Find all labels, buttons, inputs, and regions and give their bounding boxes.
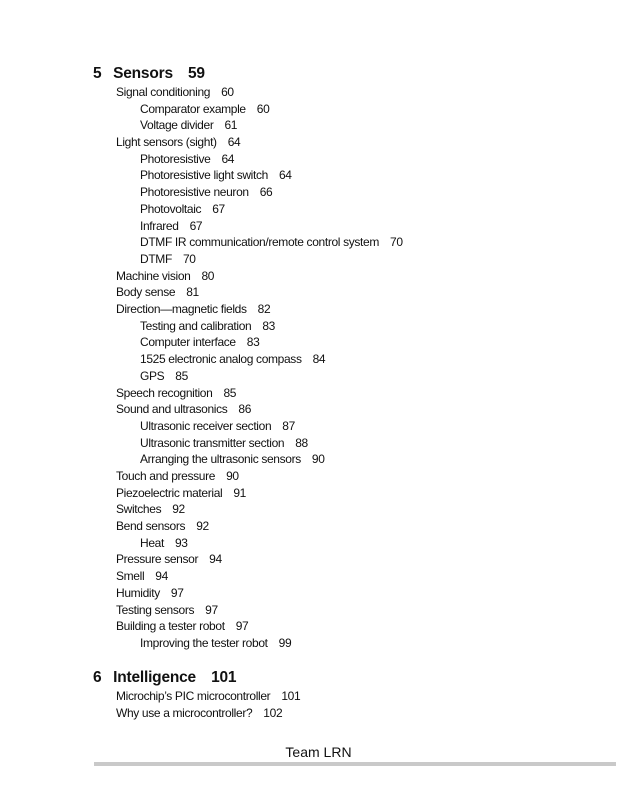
toc-subentry: Voltage divider 61: [140, 118, 238, 132]
footer-divider: [94, 762, 616, 766]
chapter-page: 101: [211, 669, 237, 686]
toc-entry: Speech recognition 85: [116, 386, 237, 400]
toc-entry: Light sensors (sight) 64: [116, 135, 241, 149]
toc-entry: Building a tester robot 97: [116, 619, 249, 633]
toc-subentry: Improving the tester robot 99: [140, 636, 292, 650]
toc-entry: Why use a microcontroller? 102: [116, 706, 283, 720]
toc-entry: Machine vision 80: [116, 269, 215, 283]
footer-text: Team LRN: [285, 744, 352, 760]
toc-subentry: Heat 93: [140, 536, 188, 550]
toc-entry: Direction—magnetic fields 82: [116, 302, 271, 316]
chapter-page: 59: [188, 65, 205, 82]
toc-subentry: Arranging the ultrasonic sensors 90: [140, 452, 325, 466]
toc-subentry: Infrared 67: [140, 219, 203, 233]
toc-subentry: DTMF 70: [140, 252, 196, 266]
toc-entry: Switches 92: [116, 502, 185, 516]
toc-entry: Smell 94: [116, 569, 168, 583]
toc-subentry: GPS 85: [140, 369, 188, 383]
toc-subentry: Photoresistive light switch 64: [140, 168, 292, 182]
toc-subentry: Photoresistive 64: [140, 152, 235, 166]
toc-subentry: 1525 electronic analog compass 84: [140, 352, 326, 366]
toc-entry: Humidity 97: [116, 586, 184, 600]
toc-subentry: Testing and calibration 83: [140, 319, 276, 333]
toc-entry: Testing sensors 97: [116, 603, 218, 617]
toc-subentry: Photoresistive neuron 66: [140, 185, 273, 199]
toc-entry: Sound and ultrasonics 86: [116, 402, 252, 416]
toc-subentry: Photovoltaic 67: [140, 202, 225, 216]
chapter-title: Sensors: [113, 65, 173, 82]
toc-entry: Touch and pressure 90: [116, 469, 239, 483]
toc-entry: Pressure sensor 94: [116, 552, 222, 566]
toc-entry: Body sense 81: [116, 285, 199, 299]
toc-subentry: Computer interface 83: [140, 335, 260, 349]
toc-subentry: Comparator example 60: [140, 102, 270, 116]
toc-subentry: DTMF IR communication/remote control system 70: [140, 235, 403, 249]
toc-entry: Bend sensors 92: [116, 519, 209, 533]
chapter-title: Intelligence: [113, 669, 196, 686]
chapter-heading: 5 Sensors 59: [93, 65, 205, 82]
toc-entry: Signal conditioning 60: [116, 85, 234, 99]
toc-subentry: Ultrasonic transmitter section 88: [140, 436, 308, 450]
toc-subentry: Ultrasonic receiver section 87: [140, 419, 295, 433]
toc-entry: Microchip’s PIC microcontroller 101: [116, 689, 301, 703]
chapter-heading: 6 Intelligence 101: [93, 669, 237, 686]
toc-entry: Piezoelectric material 91: [116, 486, 246, 500]
